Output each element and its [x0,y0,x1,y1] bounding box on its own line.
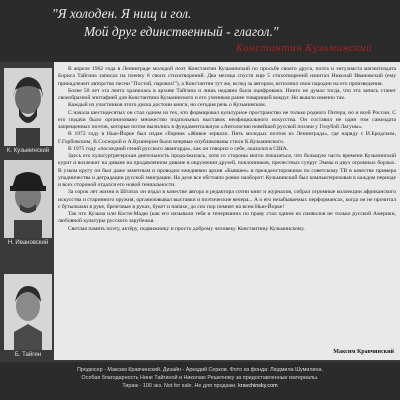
portrait-icon [4,68,52,146]
article-author: Максим Кравчинский [333,349,394,355]
paragraph: Так что Кузьма или Костя-Мадю (как его называли тебя и теперешних по праву стал одним из символов не только русской Америки, любовной культуры русского зарубежья. [58,211,396,225]
photo-caption: Н. Ивановский [7,240,49,246]
photo-caption: Б. Тайгин [14,352,42,358]
article-body [58,66,396,356]
paragraph: Светлая память поэту, актёру, подвижнику и просто доброму человеку Константину Кузьминскому. [68,225,305,232]
paragraph: В 1972 году в Нью-Йорке был издан сборник «Живое зеркало. Пять молодых поэтов из Ленинграда», где наряду с И.Бродским, Г.Горбовским, В.Соснорой и А.Кушнером были впервые опубликованы стихи К.Кузьминского. [58,131,396,145]
tirage-text: Тираж - 100 экз. Not for sale. Не для продажи. [122,383,237,389]
signature: Константин Кузьминский [236,44,373,54]
paragraph: С начала шестидесятых он стал одним из тех, кто формировал культурное пространство не только родного Питера, но и всей России. С его подачи было организовано множество подпольных выставок неофициального искусства. Он составил не один том самиздата запрещенных поэтов, которые потом вылились в фундаментальную «Антологию новейшей русской поэзии у Голубой Лагуны». [58,109,396,130]
photo-taigin [4,274,52,350]
quote-line-2: Мой друг единственный - глагол." [84,24,279,39]
credits-line-3 [0,382,400,390]
paragraph: В 1975 году «последний гений русского авангарда», как он говорил о себе, оказался в США. [68,145,289,152]
credits-line-1: Продюсер - Максим Кравчинский. Дизайн - Аркадий Серков. Фото из фонда: Людмила Шумилина. [76,367,324,373]
photo-kuzminsky [4,68,52,146]
credits-line-2: Особая благодарность Нине Тайгиной и Николаю Решетняку за предоставленные материалы. [81,375,319,381]
portrait-icon [4,274,52,350]
portrait-icon [4,160,52,238]
photo-ivanovsky [4,160,52,238]
website-link[interactable]: kravchinsky.com [238,383,278,389]
header-banner [0,0,400,62]
paragraph: Каждый из участников этого диска достоин книги, но сегодня речь о Кузьминском. [68,102,267,109]
paragraph: В апреле 1962 года в Ленинграде молодой поэт Константин Кузьминский по просьбе своего друга, поэта и энтузиаста магнитиздата Бориса Тайгина записал на пленку 8 своих стихотворений. Два месяца спустя еще 5 стихотворений начитал Николай Ивановский (ему принадлежит авторство песни "Постой, паровоз!"), а Константин тут же, вслед за автором, исполнил свои пародии на его произведения. [58,66,396,87]
footer-credits [0,362,400,400]
paragraph: За сорок лет жизни в Штатах он издал в качестве автора и редактора сотни книг и журналов, собрал огромные коллекции африканского искусства и старинного оружия, организовывал выставки и поэтические вечера... А о его незабываемых перформансах, когда он не прочитал с бутылками в руке, брезговые в руках, букет и папахе, до сих пор помнят на всем Нью-Йорке! [58,189,396,210]
photo-caption: К. Кузьминский [6,148,50,154]
paragraph: Здесь его культуртрегерская деятельность продолжилась, хотя со стороны могло показаться, что большую часть времени Кузьминский курит и возлежит на диване на продавленном диване в окружении друзей, поклонников, прелестных супруг Эммы и двух огромных борзых. В узком кругу он был даже заметным и проводил ежедневно архив «Бывшее» в преждеосторожном по советскому ТВ в качестве примера упадничества и деградации русской эмиграции. На деле все обстояло ровно наоборот: Кузьминский был компьютеризован в каждом периоде и всех стороной отдался его новой гениальности. [58,153,396,188]
quote-line-1: "Я холоден. Я нищ и гол. [52,6,192,21]
paragraph: Более 50 лет эта лента хранилась в архиве Тайгина и лишь недавно была оцифрована. Никто не думал тогда, что эта запись станет своеобразной эпитафией для Константина Кузьминского и его учеников ранее товарищей вокруг. Но вышло именно так. [58,87,396,101]
